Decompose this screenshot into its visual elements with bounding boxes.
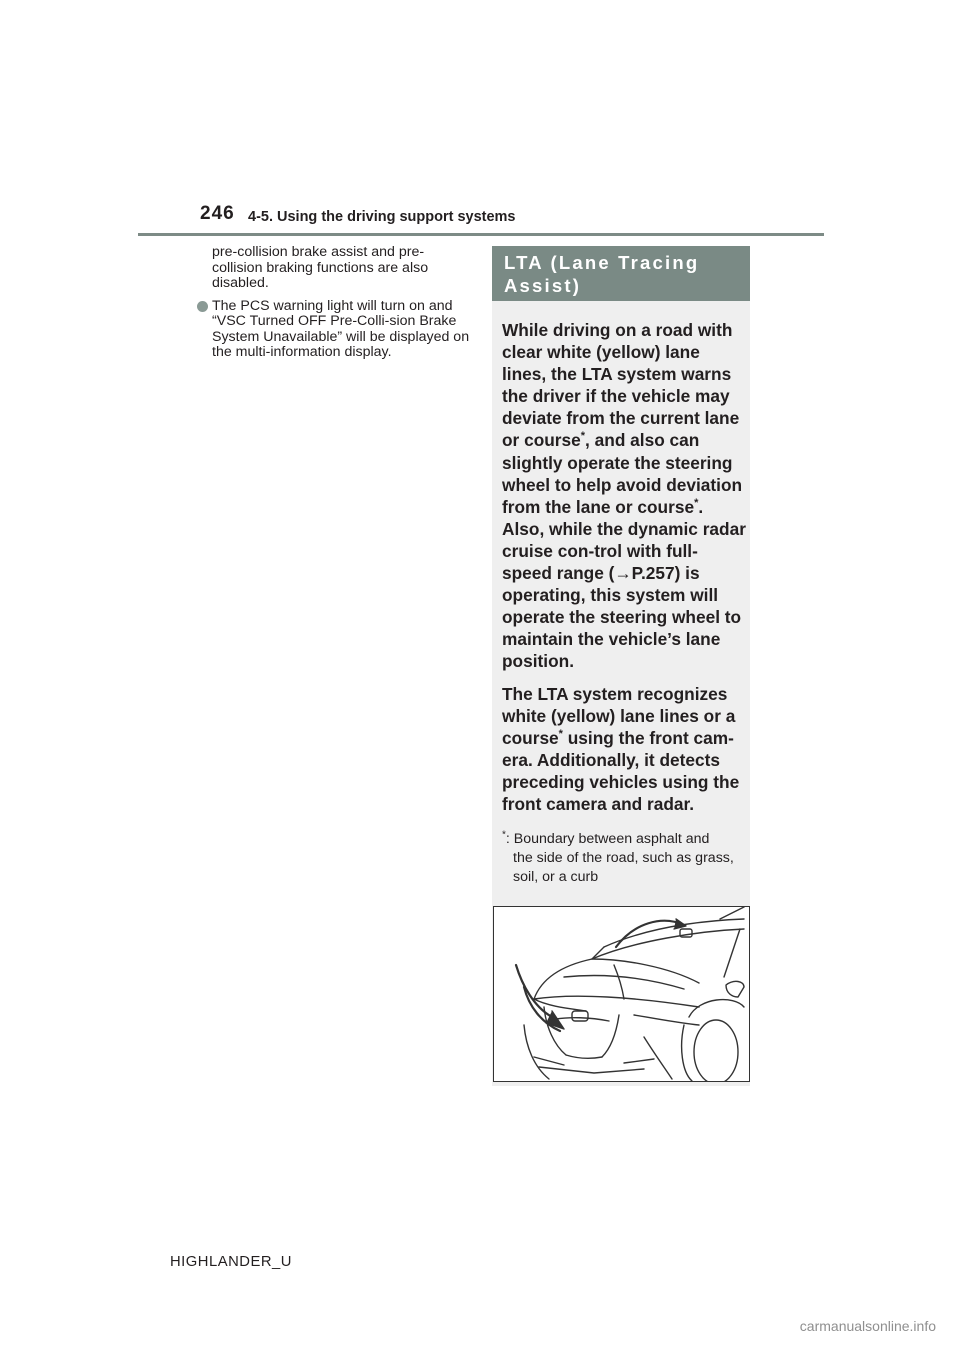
footnote-asterisk: * bbox=[502, 829, 506, 841]
lta-paragraph-1 bbox=[502, 319, 746, 673]
lta-paragraph-2 bbox=[502, 683, 746, 816]
footnote bbox=[502, 830, 742, 887]
para1-part-c: . Also, while the dynamic radar cruise con-trol with full-speed range ( bbox=[502, 496, 746, 584]
page-reference-link[interactable]: P.257 bbox=[631, 563, 675, 584]
asterisk-mark: * bbox=[580, 430, 586, 443]
lta-panel bbox=[492, 246, 750, 1086]
para1-part-b: , and also can slightly operate the steering wheel to help avoid deviation from the lane or course bbox=[502, 430, 743, 517]
bullet-dot-icon bbox=[197, 301, 208, 312]
lta-title-bar bbox=[492, 246, 750, 301]
left-column bbox=[212, 245, 474, 361]
continuation-paragraph: pre-collision brake assist and pre-collision braking functions are also disabled. bbox=[212, 244, 429, 291]
car-line-drawing-icon bbox=[494, 907, 749, 1081]
watermark-link[interactable]: carmanualsonline.info bbox=[799, 1318, 936, 1334]
bullet-item bbox=[212, 299, 474, 361]
footnote-continuation: the side of the road, such as grass, soil, or a curb bbox=[513, 850, 734, 885]
para2-part-a: The LTA system recognizes white (yellow) lane lines or a course bbox=[502, 683, 736, 748]
para1-part-d: ) is operating, this system will operate the steering wheel to maintain the vehicle’s lane position. bbox=[502, 563, 742, 672]
arrow-icon: → bbox=[614, 563, 632, 584]
vehicle-front-illustration bbox=[493, 906, 750, 1082]
lta-description bbox=[502, 319, 746, 825]
asterisk-mark: * bbox=[694, 496, 699, 509]
footnote-text: : Boundary between asphalt and bbox=[505, 831, 710, 847]
header-rule bbox=[138, 233, 824, 236]
page-number: 246 bbox=[200, 203, 235, 224]
section-title: 4-5. Using the driving support systems bbox=[248, 209, 516, 225]
para1-part-a: While driving on a road with clear white (yellow) lane lines, the LTA system warns the driver if the vehicle may deviate from the current lane or course bbox=[502, 320, 740, 451]
para2-part-b: using the front cam-era. Additionally, it detects preceding vehicles using the front camera and radar. bbox=[502, 727, 740, 814]
lta-title: LTA (Lane Tracing Assist) bbox=[504, 252, 700, 296]
asterisk-mark: * bbox=[558, 727, 563, 740]
bullet-text: The PCS warning light will turn on and “VSC Turned OFF Pre-Colli-sion Brake System Unavailable” will be displayed on the multi-information display. bbox=[212, 297, 470, 360]
footer-model-code: HIGHLANDER_U bbox=[170, 1254, 292, 1270]
